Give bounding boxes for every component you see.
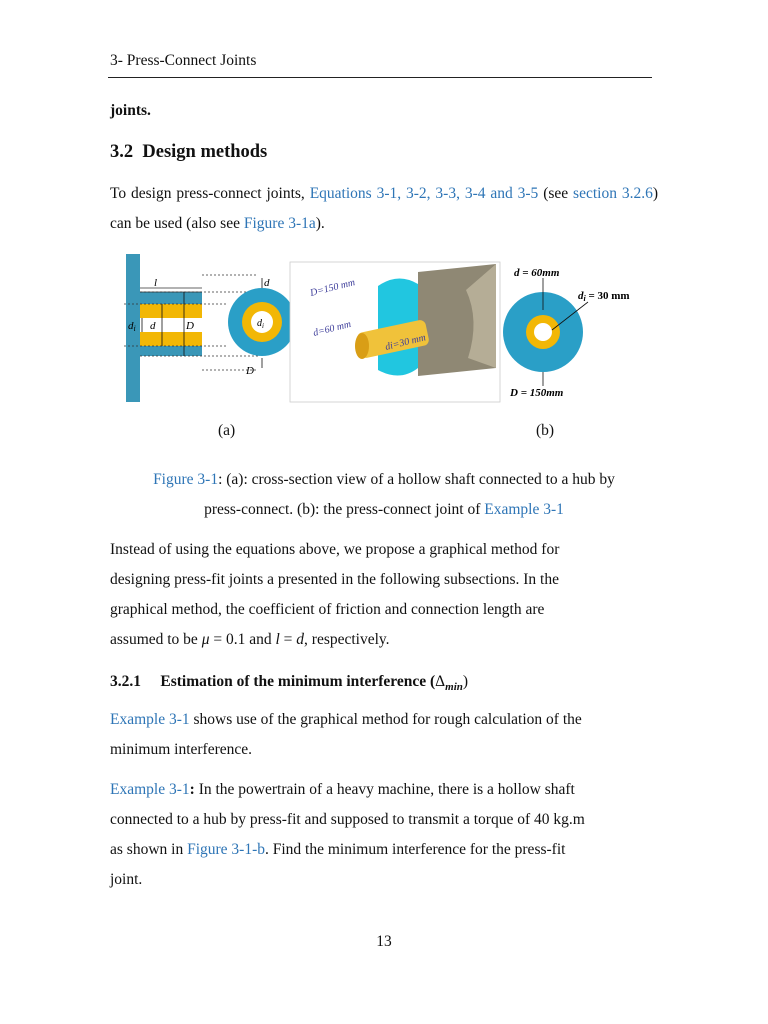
text: assumed to be [110, 631, 202, 648]
b-label-di: di = 30 mm [578, 290, 630, 303]
text: ) [462, 673, 469, 690]
caption-example-link[interactable]: Example 3-1 [484, 501, 564, 518]
equations-link[interactable]: Equations 3-1, 3-2, 3-3, 3-4 and 3-5 [309, 185, 539, 202]
text: . Find the minimum interference for the press-fit [265, 841, 566, 858]
example-heading-link[interactable]: Example 3-1 [110, 781, 190, 798]
panel-b-label: (b) [536, 422, 555, 439]
d-symbol: d [296, 631, 305, 648]
label-D: D [186, 320, 194, 332]
text: press-connect. (b): the press-connect joint of [204, 501, 485, 518]
section-title: Design methods [142, 142, 268, 162]
shaft-end-3d [355, 333, 369, 359]
bore-ring [534, 323, 552, 341]
figure-caption [110, 465, 658, 525]
header-rule [108, 77, 652, 78]
paragraph-2 [110, 535, 658, 655]
text: shows use of the graphical method for rough calculation of the [189, 711, 582, 728]
text: In the powertrain of a heavy machine, there is a hollow shaft [194, 781, 575, 798]
text: minimum interference. [110, 741, 253, 758]
subsection-title: Estimation of the minimum interference ( [160, 673, 436, 690]
text: Instead of using the equations above, we propose a graphical method for [110, 541, 560, 558]
label-di-circle: $d_i$ [257, 318, 264, 330]
text: connected to a hub by press-fit and supposed to transmit a torque of 40 kg.m [110, 811, 585, 828]
text: : [189, 781, 195, 798]
section-heading [110, 142, 267, 163]
text: (see [538, 185, 574, 202]
panel-b-ring [503, 267, 630, 399]
page-number: 13 [376, 933, 392, 950]
label-l: l [154, 277, 158, 289]
shaft-bottom [140, 332, 202, 346]
delta-subscript: min [445, 681, 463, 694]
figure-link[interactable]: Figure 3-1a [243, 215, 316, 232]
b-label-D: D = 150mm [510, 387, 564, 399]
mu-symbol: μ [201, 631, 210, 648]
intro-fragment: joints. [110, 102, 151, 119]
text: : (a): cross-section view of a hollow shaft connected to a hub by [218, 471, 615, 488]
paragraph-4 [110, 775, 658, 895]
subsection-number: 3.2.1 [110, 673, 141, 690]
text: To design press-connect joints, [110, 185, 310, 202]
delta-symbol: Δ [435, 673, 446, 690]
l-symbol: l [275, 631, 280, 648]
text: = 0.1 and [209, 631, 276, 648]
panel-a-cross-section [124, 254, 296, 402]
example-link[interactable]: Example 3-1 [110, 711, 190, 728]
text: , respectively. [304, 631, 390, 648]
b-label-d: d = 60mm [514, 267, 560, 279]
text: ). [315, 215, 325, 232]
label-di: di [128, 320, 136, 333]
text: designing press-fit joints a presented in the following subsections. In the [110, 571, 559, 588]
figure-b-link[interactable]: Figure 3-1-b [187, 841, 265, 858]
panel-a-label: (a) [218, 422, 236, 439]
paragraph-3 [110, 705, 658, 765]
caption-figure-link[interactable]: Figure 3-1 [153, 471, 219, 488]
label-D-bottom: D [246, 365, 254, 377]
section-number: 3.2 [110, 142, 134, 162]
subsection-heading [110, 673, 468, 693]
text: graphical method, the coefficient of friction and connection length are [110, 601, 545, 618]
paragraph-1 [110, 179, 658, 239]
text: as shown in [110, 841, 188, 858]
figure-3-1 [118, 250, 658, 410]
iso-label-d: d=60 mm [312, 318, 353, 339]
label-d: d [150, 320, 156, 332]
text: = [279, 631, 297, 648]
iso-label-di: di=30 mm [384, 332, 427, 353]
isometric-view [290, 262, 500, 402]
text: ) can be used (also see [110, 185, 659, 232]
text: joint. [110, 871, 143, 888]
iso-label-D: D=150 mm [309, 277, 357, 299]
section-link[interactable]: section 3.2.6 [573, 185, 653, 202]
label-d-top: d [264, 277, 270, 289]
running-header: 3- Press-Connect Joints [110, 52, 257, 69]
shaft-top [140, 304, 202, 318]
